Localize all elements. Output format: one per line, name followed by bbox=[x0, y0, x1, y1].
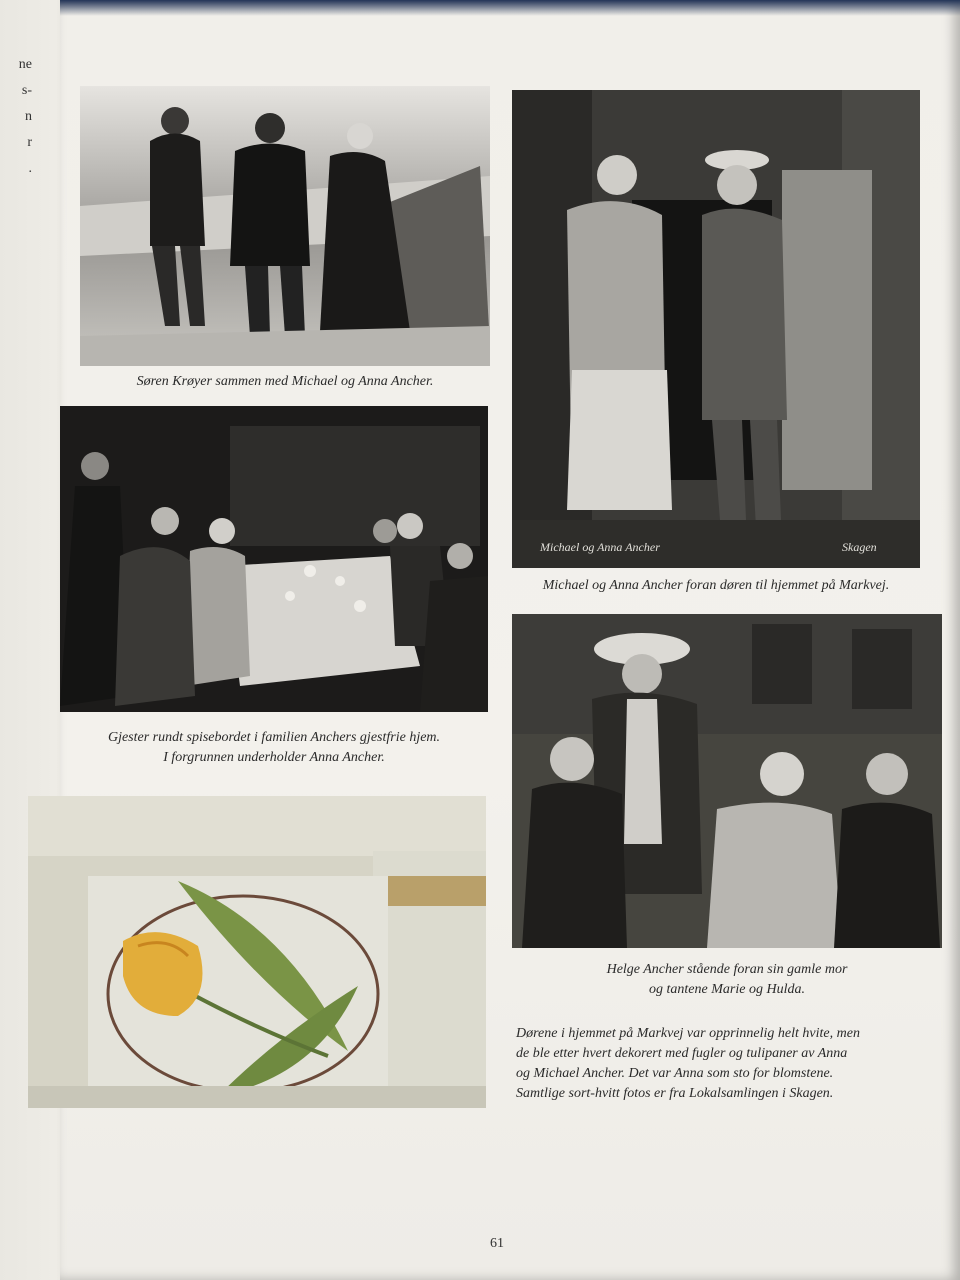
left-fragment: r bbox=[27, 135, 32, 150]
body-text-line: og Michael Ancher. Det var Anna som sto for blomstene. bbox=[516, 1066, 834, 1081]
left-page-text bbox=[0, 52, 32, 182]
caption-kroyer-anchers: Søren Krøyer sammen med Michael og Anna Ancher. bbox=[136, 374, 434, 389]
photo-inscription-names: Michael og Anna Ancher bbox=[540, 540, 660, 554]
photo-anchers-at-door bbox=[512, 90, 920, 568]
caption-line: Helge Ancher stående foran sin gamle mor bbox=[606, 962, 848, 977]
caption-line: I forgrunnen underholder Anna Ancher. bbox=[163, 750, 385, 765]
photo-kroyer-anchers bbox=[80, 86, 490, 366]
left-fragment: n bbox=[25, 109, 32, 124]
caption-line: Gjester rundt spisebordet i familien Anchers gjestfrie hjem. bbox=[107, 730, 441, 745]
photo-helge-ancher-family bbox=[512, 614, 942, 948]
caption-line: og tantene Marie og Hulda. bbox=[649, 982, 805, 997]
left-fragment: ne bbox=[18, 57, 32, 72]
page-top-shadow bbox=[60, 0, 960, 16]
caption-helge-ancher-family bbox=[512, 960, 942, 1000]
body-text-line: Samtlige sort-hvitt fotos er fra Lokalsamlingen i Skagen. bbox=[516, 1086, 834, 1101]
left-fragment: . bbox=[28, 161, 32, 176]
caption-anchers-at-door: Michael og Anna Ancher foran døren til hjemmet på Markvej. bbox=[542, 578, 890, 593]
photo-tulip-door-panel bbox=[28, 796, 486, 1108]
left-fragment: s- bbox=[21, 83, 32, 98]
body-text-line: Dørene i hjemmet på Markvej var opprinnelig helt hvite, men bbox=[516, 1026, 860, 1041]
page-number: 61 bbox=[490, 1236, 504, 1251]
photo-inscription-place: Skagen bbox=[842, 540, 877, 554]
photo-dinner-guests bbox=[60, 406, 488, 712]
caption-dinner-guests bbox=[60, 728, 488, 768]
body-text bbox=[516, 1024, 936, 1104]
body-text-line: de ble etter hvert dekorert med fugler og tulipaner av Anna bbox=[516, 1046, 848, 1061]
